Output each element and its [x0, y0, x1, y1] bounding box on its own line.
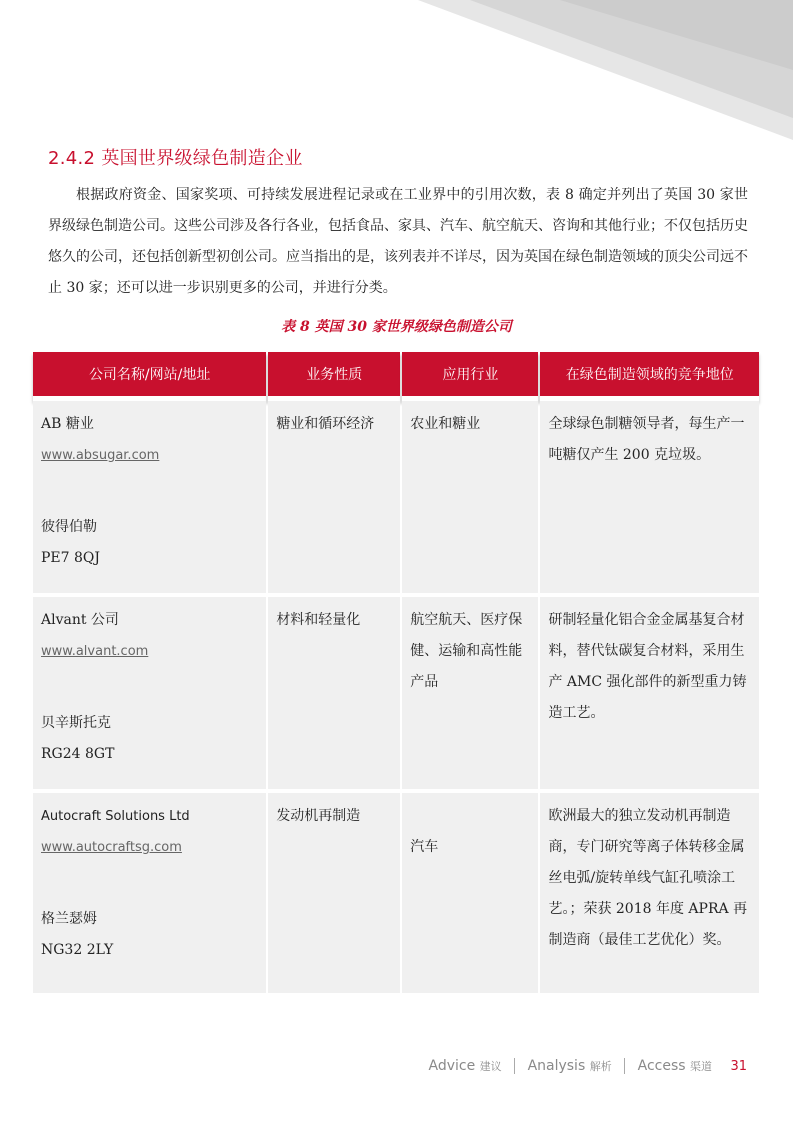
position-cell: 全球绿色制糖领导者，每生产一吨糖仅产生 200 克垃圾。 [540, 401, 759, 597]
company-cell [33, 793, 266, 997]
footer-analysis-cn: 解析 [589, 1060, 612, 1073]
page-footer [429, 1058, 748, 1074]
position-cell: 欧洲最大的独立发动机再制造商，专门研究等离子体转移金属丝电弧/旋转单线气缸孔喷涂工艺。；荣获 2018 年度 APRA 再制造商（最佳工艺优化）奖。 [540, 793, 759, 997]
company-name: AB 糖业 [41, 416, 94, 432]
company-town: 彼得伯勒 [41, 519, 97, 535]
company-website-link[interactable]: www.absugar.com [41, 448, 160, 463]
footer-access-cn: 渠道 [690, 1060, 712, 1073]
footer-access: Access [637, 1058, 686, 1074]
footer-divider [624, 1058, 625, 1074]
corner-decoration [0, 0, 793, 140]
industry-text: 汽车 [410, 839, 439, 855]
table-row [33, 597, 759, 793]
company-town: 格兰瑟姆 [41, 911, 97, 927]
companies-table [31, 352, 761, 997]
table-row [33, 793, 759, 997]
footer-advice: Advice [428, 1058, 476, 1074]
company-cell [33, 401, 266, 597]
business-cell: 发动机再制造 [268, 793, 400, 997]
company-cell [33, 597, 266, 793]
intro-paragraph: 根据政府资金、国家奖项、可持续发展进程记录或在工业界中的引用次数，表 8 确定并列出了英国 30 家世界级绿色制造公司。这些公司涉及各行各业，包括食品、家具、汽车、航空航天、咨询和其他行业；不仅包括历史悠久的公司，还包括创新型初创公司。应当指出的是，该列表并不详尽，因为英国在绿色制造领域的顶尖公司远不止 30 家；还可以进一步识别更多的公司，并进行分类。 [48, 187, 748, 296]
company-postcode: RG24 8GT [41, 746, 115, 762]
company-town: 贝辛斯托克 [41, 715, 111, 731]
business-cell: 糖业和循环经济 [268, 401, 400, 597]
company-website-link[interactable]: www.alvant.com [41, 644, 149, 659]
industry-cell: 农业和糖业 [402, 401, 538, 597]
table-header-row [33, 352, 759, 401]
page-number: 31 [730, 1059, 747, 1074]
footer-analysis: Analysis [527, 1058, 586, 1074]
header-industry: 应用行业 [402, 352, 538, 401]
header-company: 公司名称/网站/地址 [33, 352, 266, 401]
position-cell: 研制轻量化铝合金金属基复合材料，替代钛碳复合材料，采用生产 AMC 强化部件的新型重力铸造工艺。 [540, 597, 759, 793]
footer-advice-cn: 建议 [479, 1060, 502, 1073]
table-row [33, 401, 759, 597]
footer-divider [514, 1058, 515, 1074]
table-caption: 表 8 英国 30 家世界级绿色制造公司 [281, 319, 512, 335]
company-name: Autocraft Solutions Ltd [41, 809, 190, 824]
company-name: Alvant 公司 [41, 612, 119, 628]
company-website-link[interactable]: www.autocraftsg.com [41, 840, 182, 855]
industry-cell: 航空航天、医疗保健、运输和高性能产品 [402, 597, 538, 793]
company-postcode: NG32 2LY [41, 942, 114, 958]
section-heading: 2.4.2 英国世界级绿色制造企业 [48, 148, 303, 169]
business-cell: 材料和轻量化 [268, 597, 400, 793]
header-position: 在绿色制造领域的竞争地位 [540, 352, 759, 401]
company-postcode: PE7 8QJ [41, 550, 100, 566]
industry-cell [402, 793, 538, 997]
header-business: 业务性质 [268, 352, 400, 401]
